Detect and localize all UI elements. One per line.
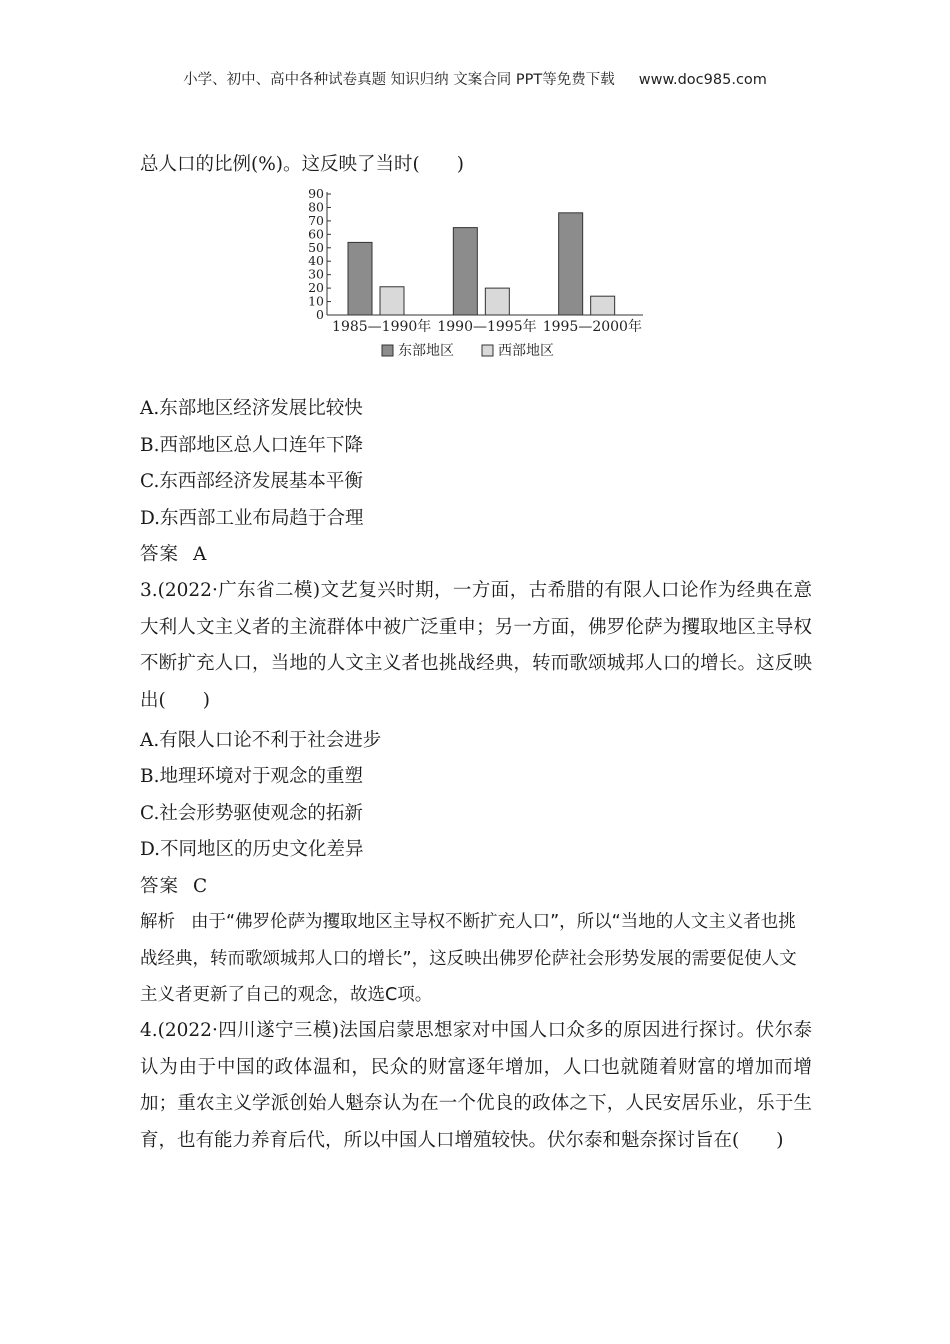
q3-option-a: A.有限人口论不利于社会进步 <box>140 730 382 751</box>
x-category-label: 1995—2000年 <box>542 319 642 335</box>
q2-option-d: D.东西部工业布局趋于合理 <box>140 508 364 529</box>
q2-option-c: C.东西部经济发展基本平衡 <box>140 471 363 492</box>
x-category-label: 1985—1990年 <box>332 319 432 335</box>
bar-west-1 <box>380 287 404 315</box>
answer-label: 答案 <box>140 876 180 897</box>
question-3-stem: 3.(2022·广东省二模)文艺复兴时期，一方面，古希腊的有限人口论作为经典在意大利人文主义者的主流群体中被广泛重申；另一方面，佛罗伦萨为攫取地区主导权不断扩充人口，当地的人文主义者也挑战经典，转而歌颂城邦人口的增长。这反映出( ) <box>140 580 812 711</box>
q3-explanation <box>140 904 812 1014</box>
bar-east-1 <box>348 242 372 315</box>
page-header <box>0 68 950 89</box>
question-4-stem: 4.(2022·四川遂宁三模)法国启蒙思想家对中国人口众多的原因进行探讨。伏尔泰认为由于中国的政体温和，民众的财富逐年增加，人口也就随着财富的增加而增加；重农主义学派创始人魁奈认为在一个优良的政体之下，人民安居乐业，乐于生育，也有能力养育后代，所以中国人口增殖较快。伏尔泰和魁奈探讨旨在( ) <box>140 1020 812 1151</box>
q3-option-b: B.地理环境对于观念的重塑 <box>140 766 363 787</box>
x-axis-labels <box>332 318 642 335</box>
y-tick-label: 50 <box>308 239 324 255</box>
bar-east-3 <box>559 213 583 315</box>
legend-label: 西部地区 <box>498 343 554 359</box>
population-ratio-bar-chart <box>290 184 660 364</box>
answer-value: C <box>193 876 208 897</box>
q2-option-a: A.东部地区经济发展比较快 <box>140 398 363 419</box>
y-tick-label: 90 <box>308 186 324 201</box>
q2-option-b: B.西部地区总人口连年下降 <box>140 435 363 456</box>
bar-east-2 <box>453 228 477 315</box>
y-tick-label: 20 <box>308 280 324 296</box>
q3-option-d: D.不同地区的历史文化差异 <box>140 839 364 860</box>
legend-label: 东部地区 <box>398 343 454 359</box>
answer-value: A <box>193 544 207 565</box>
question-2-stem-tail: 总人口的比例(%)。这反映了当时( ) <box>140 154 464 175</box>
q3-option-c: C.社会形势驱使观念的拓新 <box>140 803 363 824</box>
legend-swatch <box>482 345 493 356</box>
q3-answer <box>140 874 207 900</box>
bar-west-2 <box>485 288 509 315</box>
y-tick-label: 70 <box>308 212 324 228</box>
bars <box>348 213 615 315</box>
y-tick-label: 80 <box>308 199 324 215</box>
legend <box>382 342 554 359</box>
explanation-label: 解析 <box>140 912 175 932</box>
explanation-text: 由于“佛罗伦萨为攫取地区主导权不断扩充人口”，所以“当地的人文主义者也挑战经典，转而歌颂城邦人口的增长”，这反映出佛罗伦萨社会形势发展的需要促使人文主义者更新了自己的观念，故选C项。 <box>140 912 797 1005</box>
header-url[interactable]: www.doc985.com <box>638 72 767 88</box>
bar-west-3 <box>591 296 615 315</box>
y-tick-label: 30 <box>308 266 324 282</box>
header-text: 小学、初中、高中各种试卷真题 知识归纳 文案合同 PPT等免费下载 <box>183 72 615 88</box>
y-tick-label: 0 <box>316 307 324 322</box>
answer-label: 答案 <box>140 544 180 565</box>
x-category-label: 1990—1995年 <box>437 319 537 335</box>
y-tick-label: 40 <box>308 253 324 269</box>
y-tick-label: 60 <box>308 226 324 242</box>
y-tick-label: 10 <box>308 293 324 309</box>
legend-swatch <box>382 345 393 356</box>
q2-answer <box>140 542 206 568</box>
